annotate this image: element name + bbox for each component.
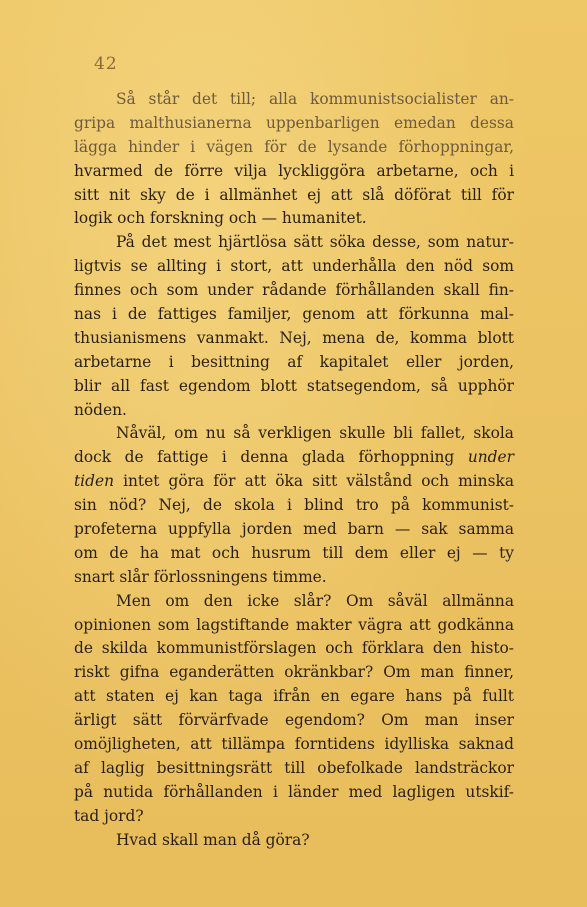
text-line: thusianismens vanmakt. Nej, mena de, komma blott	[74, 328, 514, 347]
text-line: riskt gifna eganderätten okränkbar? Om man finner,	[74, 663, 514, 682]
text-line: af laglig besittningsrätt till obefolkade landsträckor	[74, 758, 514, 777]
text-line	[74, 446, 514, 470]
text-line: gripa malthusianerna uppenbarligen emedan dessa	[74, 113, 514, 132]
text-line: På det mest hjärtlösa sätt söka desse, som natur-	[116, 233, 514, 252]
text-line: tad jord?	[74, 806, 144, 825]
italic-text: under	[467, 448, 514, 467]
paragraph-1	[74, 88, 514, 231]
text-line: logik och forskning och — humanitet.	[74, 209, 367, 228]
paragraph-3	[74, 422, 514, 589]
text-line: finnes och som under rådande förhållanden skall fin-	[74, 281, 514, 300]
text-line: hvarmed de förre vilja lyckliggöra arbetarne, och i	[74, 161, 514, 180]
text-line: ligtvis se allting i stort, att underhålla den nöd som	[74, 257, 514, 276]
text-line: arbetarne i besittning af kapitalet eller jorden,	[74, 352, 514, 371]
text-line	[74, 470, 514, 494]
body-text	[74, 88, 514, 853]
text-line: Så står det till; alla kommunistsocialister an-	[116, 90, 514, 108]
text-line: att staten ej kan taga ifrån en egare hans på fullt	[74, 687, 514, 706]
text-line: Hvad skall man då göra?	[116, 830, 310, 849]
paragraph-4	[74, 590, 514, 829]
text-line: på nutida förhållanden i länder med lagligen utskif-	[74, 782, 514, 801]
text-line: blir all fast egendom blott statsegendom, så upphör	[74, 376, 514, 395]
text-line: snart slår förlossningens timme.	[74, 567, 327, 586]
paragraph-2	[74, 231, 514, 422]
text-line: nöden.	[74, 400, 127, 419]
text-segment: intet göra för att öka sitt välstånd och minska	[113, 472, 514, 491]
text-line: nas i de fattiges familjer, genom att förkunna mal-	[74, 305, 514, 324]
text-line: lägga hinder i vägen för de lysande förhoppningar,	[74, 137, 514, 156]
text-line: de skilda kommunistförslagen och förklara den histo-	[74, 639, 514, 658]
page-number: 42	[94, 54, 118, 74]
italic-text: tiden	[74, 472, 114, 491]
text-line: sitt nit sky de i allmänhet ej att slå döförat till för	[74, 185, 514, 204]
text-line: sin nöd? Nej, de skola i blind tro på kommunist-	[74, 496, 514, 515]
text-segment: dock de fattige i denna glada förhoppning	[74, 448, 468, 467]
text-line: Men om den icke slår? Om såväl allmänna	[116, 591, 514, 610]
text-line: opinionen som lagstiftande makter vägra att godkänna	[74, 615, 514, 634]
text-line: Nåväl, om nu så verkligen skulle bli fallet, skola	[116, 424, 514, 443]
text-line: om de ha mat och husrum till dem eller ej — ty	[74, 543, 514, 562]
text-line: ärligt sätt förvärfvade egendom? Om man inser	[74, 711, 514, 730]
text-line: profeterna uppfylla jorden med barn — sak samma	[74, 520, 514, 539]
paragraph-5	[74, 829, 514, 853]
text-line: omöjligheten, att tillämpa forntidens idylliska saknad	[74, 735, 514, 754]
